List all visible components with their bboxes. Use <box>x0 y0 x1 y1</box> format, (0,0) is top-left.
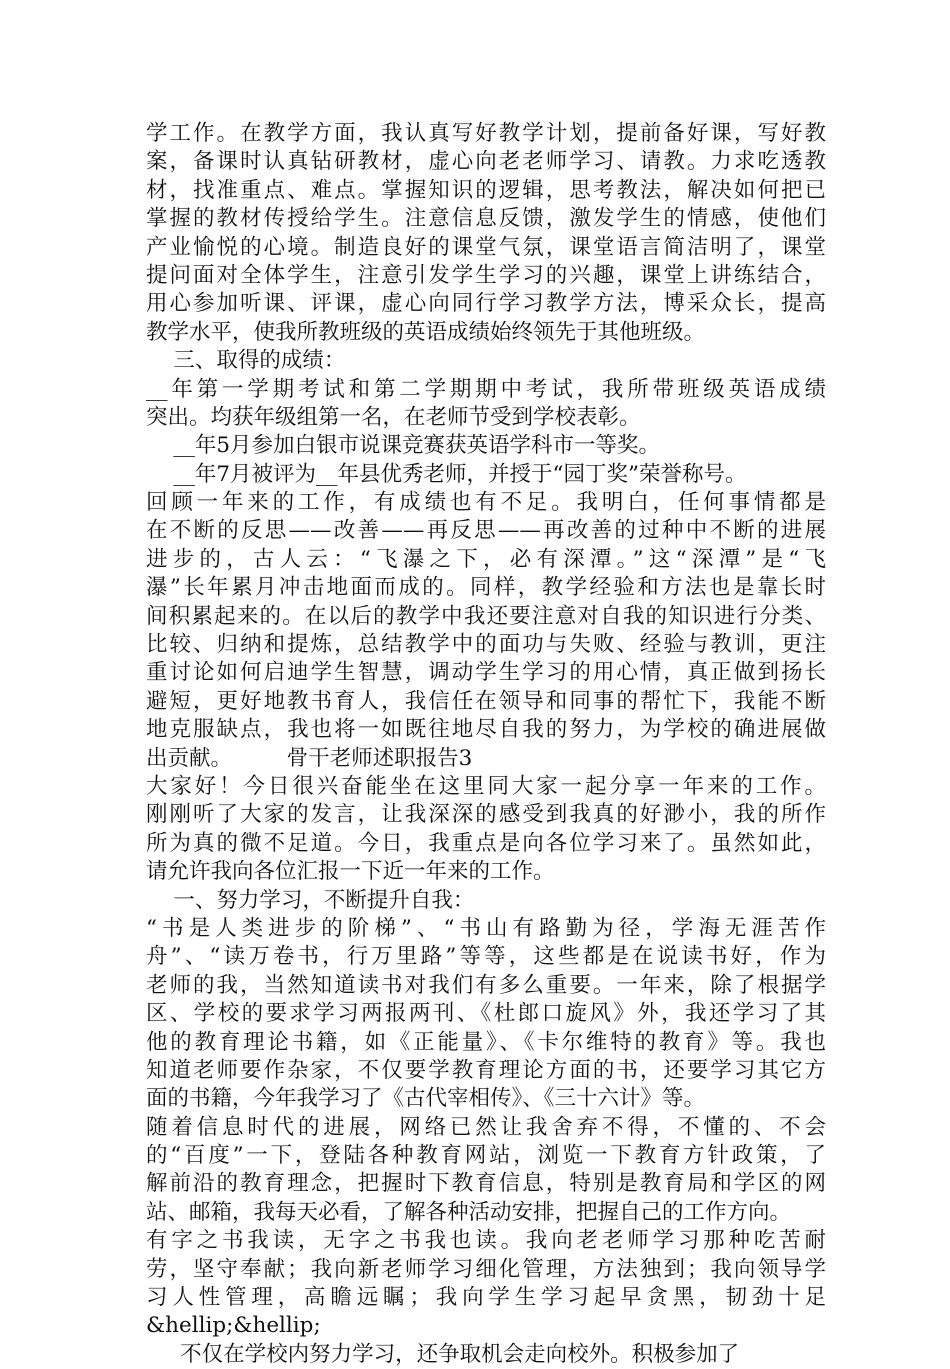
text-line: 材，找准重点、难点。掌握知识的逻辑，思考教法，解决如何把已 <box>146 177 826 203</box>
text-line: 解前沿的教育理念，把握时下教育信息，特别是教育局和学区的网 <box>146 1171 826 1197</box>
document-body <box>146 120 826 1369</box>
text-line: 不仅在学校内努力学习，还争取机会走向校外。积极参加了 <box>146 1341 740 1367</box>
text-line: 劳，坚守奉献；我向新老师学习细化管理，方法独到；我向领导学 <box>146 1256 826 1282</box>
text-line: 教学水平，使我所教班级的英语成绩始终领先于其他班级。 <box>146 319 706 345</box>
text-line: 刚刚听了大家的发言，让我深深的感受到我真的好渺小，我的所作 <box>146 802 826 828</box>
text-line: 舟”、“读万卷书，行万里路”等等，这些都是在说读书好，作为 <box>146 944 826 970</box>
text-line: 避短，更好地教书育人，我信任在领导和同事的帮忙下，我能不断 <box>146 688 826 714</box>
text-line: 产业愉悦的心境。制造良好的课堂气氛，课堂语言简洁明了，课堂 <box>146 234 826 260</box>
text-line: 的“百度”一下，登陆各种教育网站，浏览一下教育方针政策，了 <box>146 1143 826 1169</box>
text-line: &hellip;&hellip; <box>146 1313 321 1339</box>
text-line: 老师的我，当然知道读书对我们有多么重要。一年来，除了根据学 <box>146 972 826 998</box>
text-line: 用心参加听课、评课，虚心向同行学习教学方法，博采众长，提高 <box>146 291 826 317</box>
text-line: __年7月被评为__年县优秀老师，并授于“园丁奖”荣誉称号。 <box>146 461 747 487</box>
text-line: 知道老师要作杂家，不仅要学教育理论方面的书，还要学习其它方 <box>146 1057 826 1083</box>
text-line: 突出。均获年级组第一名，在老师节受到学校表彰。 <box>146 404 641 430</box>
text-line: 所为真的微不足道。今日，我重点是向各位学习来了。虽然如此， <box>146 830 826 856</box>
text-line: __年第一学期考试和第二学期期中考试，我所带班级英语成绩 <box>146 376 826 402</box>
text-line: “书是人类进步的阶梯”、“书山有路勤为径，学海无涯苦作 <box>146 915 826 941</box>
text-line: 地克服缺点，我也将一如既往地尽自我的努力，为学校的确进展做 <box>146 717 826 743</box>
text-line: 回顾一年来的工作，有成绩也有不足。我明白，任何事情都是 <box>146 490 826 516</box>
text-line: 在不断的反思——改善——再反思——再改善的过种中不断的进展 <box>146 518 826 544</box>
text-line: 他的教育理论书籍，如《正能量》、《卡尔维特的教育》等。我也 <box>146 1029 826 1055</box>
text-line: 三、取得的成绩： <box>146 348 346 374</box>
text-line: __年5月参加白银市说课竞赛获英语学科市一等奖。 <box>146 433 661 459</box>
text-line: 请允许我向各位汇报一下近一年来的工作。 <box>146 859 555 885</box>
text-line: 比较、归纳和提炼，总结教学中的面功与失败、经验与教训，更注 <box>146 632 826 658</box>
text-line: 随着信息时代的进展，网络已然让我舍弃不得，不懂的、不会 <box>146 1114 826 1140</box>
text-line: 进步的，古人云：“飞瀑之下，必有深潭。”这“深潭”是“飞 <box>146 546 826 572</box>
text-line: 瀑”长年累月冲击地面而成的。同样，教学经验和方法也是靠长时 <box>146 575 826 601</box>
text-line: 学工作。在教学方面，我认真写好教学计划，提前备好课，写好教 <box>146 121 826 146</box>
text-line: 提问面对全体学生，注意引发学生学习的兴趣，课堂上讲练结合， <box>146 262 826 288</box>
text-line: 大家好！今日很兴奋能坐在这里同大家一起分享一年来的工作。 <box>146 773 826 799</box>
text-line: 习人性管理，高瞻远瞩；我向学生学习起早贪黑，韧劲十足 <box>146 1285 826 1311</box>
text-line: 间积累起来的。在以后的教学中我还要注意对自我的知识进行分类、 <box>146 603 826 629</box>
text-line: 重讨论如何启迪学生智慧，调动学生学习的用心情，真正做到扬长 <box>146 660 826 686</box>
text-line: 出贡献。 骨干老师述职报告3 <box>146 745 473 771</box>
text-line: 区、学校的要求学习两报两刊、《杜郎口旋风》外，我还学习了其 <box>146 1001 826 1027</box>
text-line: 站、邮箱，我每天必看，了解各种活动安排，把握自己的工作方向。 <box>146 1199 792 1225</box>
text-line: 掌握的教材传授给学生。注意信息反馈，激发学生的情感，使他们 <box>146 206 826 232</box>
text-line: 有字之书我读，无字之书我也读。我向老老师学习那种吃苦耐 <box>146 1228 826 1254</box>
text-line: 案，备课时认真钻研教材，虚心向老老师学习、请教。力求吃透教 <box>146 149 826 175</box>
text-line: 一、努力学习，不断提升自我： <box>146 887 475 913</box>
text-line: 面的书籍，今年我学习了《古代宰相传》、《三十六计》等。 <box>146 1086 706 1112</box>
